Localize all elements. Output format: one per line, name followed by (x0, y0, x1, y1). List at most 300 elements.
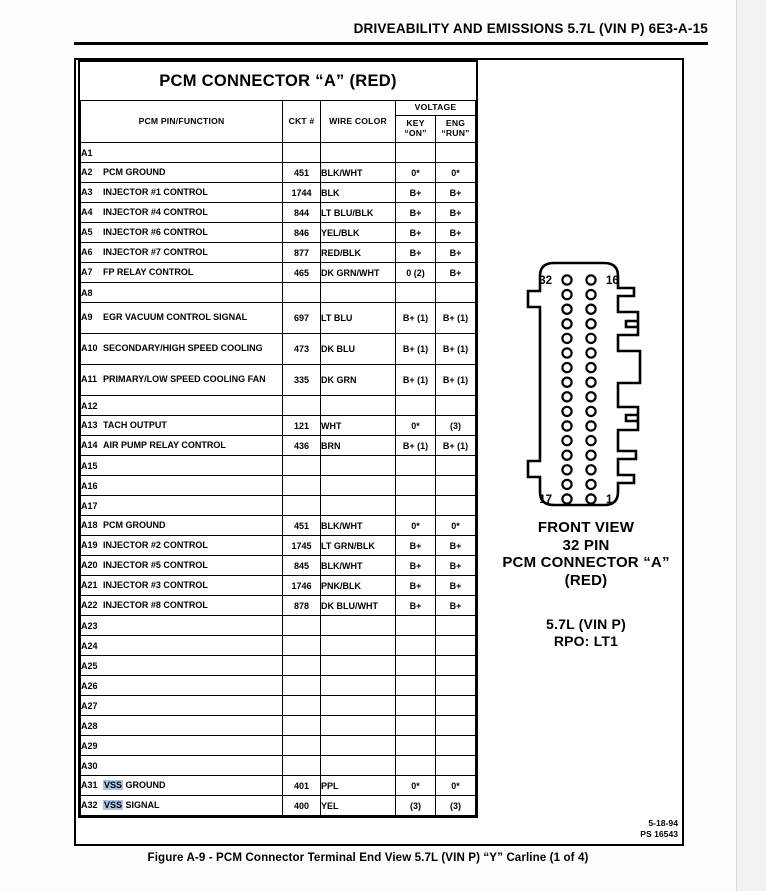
table-row (81, 796, 476, 816)
table-row (81, 696, 476, 716)
cell-circuit-number: 846 (283, 223, 321, 243)
cell-voltage-eng-run (436, 756, 476, 776)
cell-voltage-key-on: (3) (396, 796, 436, 816)
pin-number: A12 (81, 400, 98, 411)
pin-number: A16 (81, 480, 98, 491)
cell-circuit-number: 436 (283, 436, 321, 456)
cell-voltage-eng-run (436, 143, 476, 163)
cell-voltage-key-on: B+ (396, 556, 436, 576)
cell-wire-color: PPL (321, 776, 396, 796)
cell-pin-function (81, 716, 283, 736)
cell-wire-color: DK GRN (321, 365, 396, 396)
connector-pin-hole (562, 392, 571, 401)
cell-voltage-eng-run: B+ (436, 223, 476, 243)
cell-voltage-eng-run: B+ (1) (436, 365, 476, 396)
cell-voltage-eng-run: B+ (436, 596, 476, 616)
table-row (81, 303, 476, 334)
cell-voltage-key-on: B+ (396, 596, 436, 616)
pin-function-text: PCM GROUND (103, 166, 166, 177)
pin-number: A23 (81, 620, 98, 631)
cell-circuit-number (283, 396, 321, 416)
cell-wire-color: DK GRN/WHT (321, 263, 396, 283)
cell-circuit-number: 401 (283, 776, 321, 796)
cell-pin-function (81, 263, 283, 283)
pin-number: A6 (81, 246, 93, 257)
cell-circuit-number (283, 676, 321, 696)
pin-number: A29 (81, 740, 98, 751)
cell-voltage-key-on (396, 476, 436, 496)
pin-number: A22 (81, 599, 98, 610)
table-title-row (81, 62, 476, 101)
connector-pin-hole (586, 436, 595, 445)
cell-circuit-number: 697 (283, 303, 321, 334)
cell-voltage-eng-run (436, 396, 476, 416)
stamp-date: 5-18-94 (648, 818, 678, 828)
cell-circuit-number: 877 (283, 243, 321, 263)
cell-voltage-key-on: B+ (1) (396, 436, 436, 456)
figure-caption: Figure A-9 - PCM Connector Terminal End View 5.7L (VIN P) “Y” Carline (1 of 4) (147, 851, 589, 864)
pin-number: A30 (81, 760, 98, 771)
cell-wire-color (321, 616, 396, 636)
cell-wire-color: DK BLU (321, 334, 396, 365)
connector-pin-hole (586, 319, 595, 328)
cell-voltage-eng-run: B+ (436, 576, 476, 596)
pin-label-1: 1 (606, 494, 613, 506)
cell-voltage-key-on (396, 636, 436, 656)
connector-pin-hole (586, 290, 595, 299)
connector-pin-hole (562, 290, 571, 299)
table-row (81, 143, 476, 163)
cell-voltage-eng-run: B+ (436, 243, 476, 263)
table-row (81, 223, 476, 243)
connector-pin-hole (586, 407, 595, 416)
table-row (81, 396, 476, 416)
pin-function-text: AIR PUMP RELAY CONTROL (103, 439, 226, 450)
pin-number: A1 (81, 147, 93, 158)
cell-wire-color: LT BLU/BLK (321, 203, 396, 223)
cell-voltage-eng-run (436, 656, 476, 676)
pin-function-text: TACH OUTPUT (103, 419, 167, 430)
connector-pin-hole (586, 480, 595, 489)
pin-function-text: INJECTOR #3 CONTROL (103, 579, 208, 590)
connector-pin-hole (586, 363, 595, 372)
highlighted-term: VSS (104, 779, 123, 790)
connector-pin-hole (562, 421, 571, 430)
connector-pin-hole (586, 392, 595, 401)
table-row (81, 536, 476, 556)
connector-diagram-area (488, 255, 684, 651)
connector-caption (488, 519, 684, 590)
cell-wire-color: YEL/BLK (321, 223, 396, 243)
cell-wire-color (321, 636, 396, 656)
cell-wire-color (321, 456, 396, 476)
cell-circuit-number: 465 (283, 263, 321, 283)
highlighted-term: VSS (104, 799, 123, 810)
connector-pin-hole (562, 275, 571, 284)
table-row (81, 656, 476, 676)
cell-voltage-eng-run: B+ (436, 183, 476, 203)
table-row (81, 596, 476, 616)
cell-circuit-number: 845 (283, 556, 321, 576)
cell-wire-color: YEL (321, 796, 396, 816)
table-row (81, 716, 476, 736)
pin-function-text: PCM GROUND (103, 519, 166, 530)
cell-circuit-number (283, 636, 321, 656)
cell-voltage-key-on: 0* (396, 163, 436, 183)
cell-wire-color: BLK (321, 183, 396, 203)
cell-wire-color: RED/BLK (321, 243, 396, 263)
engine-displacement: 5.7L (VIN P) (546, 615, 626, 632)
pin-function-text: INJECTOR #5 CONTROL (103, 559, 208, 570)
cell-voltage-eng-run (436, 696, 476, 716)
cell-voltage-eng-run: (3) (436, 416, 476, 436)
cell-voltage-eng-run (436, 716, 476, 736)
col-header-key-on-line2: “ON” (404, 128, 427, 138)
pin-function-text: INJECTOR #7 CONTROL (103, 246, 208, 257)
cell-voltage-key-on (396, 496, 436, 516)
cell-circuit-number (283, 143, 321, 163)
cell-pin-function (81, 476, 283, 496)
pcm-connector-a-table (80, 62, 476, 816)
cell-voltage-eng-run: 0* (436, 163, 476, 183)
table-row (81, 183, 476, 203)
scan-gutter (736, 0, 766, 891)
cell-voltage-eng-run: B+ (436, 536, 476, 556)
cell-circuit-number (283, 696, 321, 716)
cell-pin-function (81, 616, 283, 636)
connector-pin-hole (586, 334, 595, 343)
cell-wire-color (321, 283, 396, 303)
cell-voltage-key-on (396, 616, 436, 636)
connector-pin-hole (562, 436, 571, 445)
table-row (81, 616, 476, 636)
col-header-ckt: CKT # (283, 101, 321, 143)
cell-wire-color (321, 716, 396, 736)
cell-pin-function (81, 536, 283, 556)
connector-pin-hole (562, 407, 571, 416)
cell-wire-color: BLK/WHT (321, 163, 396, 183)
cell-pin-function (81, 203, 283, 223)
pin-number: A5 (81, 226, 93, 237)
table-row (81, 516, 476, 536)
cell-voltage-eng-run: B+ (1) (436, 436, 476, 456)
pin-number: A17 (81, 500, 98, 511)
cell-circuit-number: 1745 (283, 536, 321, 556)
table-row (81, 576, 476, 596)
cell-voltage-key-on: B+ (396, 576, 436, 596)
cell-pin-function (81, 243, 283, 263)
cell-circuit-number (283, 736, 321, 756)
connector-pin-hole (562, 451, 571, 460)
cell-pin-function (81, 756, 283, 776)
cell-circuit-number: 451 (283, 163, 321, 183)
cell-voltage-eng-run (436, 496, 476, 516)
cell-pin-function (81, 776, 283, 796)
cell-pin-function (81, 656, 283, 676)
cell-pin-function (81, 283, 283, 303)
cell-pin-function (81, 576, 283, 596)
pin-number: A24 (81, 640, 98, 651)
col-header-key-on (396, 116, 436, 143)
pin-function-text: EGR VACUUM CONTROL SIGNAL (103, 312, 248, 323)
cell-pin-function (81, 143, 283, 163)
connector-pin-hole (562, 378, 571, 387)
cell-wire-color: PNK/BLK (321, 576, 396, 596)
pin-number: A2 (81, 166, 93, 177)
connector-pin-hole (586, 421, 595, 430)
cell-voltage-key-on: B+ (1) (396, 334, 436, 365)
cell-pin-function (81, 416, 283, 436)
pin-number: A28 (81, 720, 98, 731)
col-header-wire-color: WIRE COLOR (321, 101, 396, 143)
cell-voltage-key-on: B+ (396, 536, 436, 556)
connector-pin-hole (586, 494, 595, 503)
table-row (81, 203, 476, 223)
cell-circuit-number (283, 283, 321, 303)
cell-circuit-number (283, 456, 321, 476)
cell-wire-color (321, 756, 396, 776)
cell-pin-function (81, 796, 283, 816)
cell-voltage-key-on: B+ (396, 243, 436, 263)
col-header-eng-run (436, 116, 476, 143)
cell-voltage-key-on (396, 456, 436, 476)
stamp-part-number: PS 16543 (640, 829, 678, 840)
connector-pin-hole (562, 334, 571, 343)
pin-number: A8 (81, 287, 93, 298)
col-header-eng-run-line2: “RUN” (441, 128, 470, 138)
pin-number: A14 (81, 439, 98, 450)
cell-voltage-eng-run: B+ (1) (436, 334, 476, 365)
pin-number: A25 (81, 660, 98, 671)
connector-pin-hole (562, 465, 571, 474)
pin-function-text: PRIMARY/LOW SPEED COOLING FAN (103, 374, 266, 385)
pin-number: A11 (81, 374, 98, 385)
pin-number: A13 (81, 419, 98, 430)
cell-voltage-eng-run (436, 736, 476, 756)
pin-label-16: 16 (606, 275, 619, 287)
table-row (81, 334, 476, 365)
cell-voltage-eng-run (436, 283, 476, 303)
cell-circuit-number (283, 656, 321, 676)
cell-pin-function (81, 676, 283, 696)
connector-shape-svg (488, 255, 684, 513)
cell-voltage-key-on: B+ (396, 223, 436, 243)
cell-wire-color (321, 396, 396, 416)
cell-pin-function (81, 596, 283, 616)
cell-circuit-number (283, 496, 321, 516)
table-title: PCM CONNECTOR “A” (RED) (81, 62, 476, 101)
cell-voltage-key-on (396, 283, 436, 303)
pin-number: A10 (81, 343, 98, 354)
cell-voltage-eng-run: 0* (436, 776, 476, 796)
cell-voltage-eng-run (436, 636, 476, 656)
cell-pin-function (81, 163, 283, 183)
table-row (81, 416, 476, 436)
cell-wire-color: WHT (321, 416, 396, 436)
table-row (81, 163, 476, 183)
cell-pin-function (81, 696, 283, 716)
cell-pin-function (81, 516, 283, 536)
cell-voltage-eng-run: B+ (436, 263, 476, 283)
table-row (81, 756, 476, 776)
table-row (81, 365, 476, 396)
table-row (81, 456, 476, 476)
cell-wire-color (321, 496, 396, 516)
pin-number: A15 (81, 460, 98, 471)
cell-voltage-key-on (396, 396, 436, 416)
pin-function-text: VSS SIGNAL (104, 799, 160, 810)
pin-number: A31 (81, 779, 98, 790)
cell-voltage-key-on: B+ (1) (396, 303, 436, 334)
cell-voltage-key-on: B+ (1) (396, 365, 436, 396)
pin-function-text: INJECTOR #8 CONTROL (103, 599, 208, 610)
cell-voltage-eng-run (436, 476, 476, 496)
cell-voltage-eng-run: 0* (436, 516, 476, 536)
cell-pin-function (81, 556, 283, 576)
connector-pin-hole (586, 378, 595, 387)
connector-pin-hole (586, 465, 595, 474)
cell-wire-color: LT BLU (321, 303, 396, 334)
pcm-connector-a-table-container (78, 60, 478, 818)
cell-circuit-number (283, 756, 321, 776)
engine-rpo: RPO: LT1 (553, 633, 619, 650)
pin-number: A21 (81, 579, 98, 590)
cell-pin-function (81, 303, 283, 334)
connector-pin-hole (586, 348, 595, 357)
cell-voltage-key-on: 0 (2) (396, 263, 436, 283)
pin-number: A18 (81, 519, 98, 530)
cell-pin-function (81, 736, 283, 756)
table-row (81, 556, 476, 576)
col-header-key-on-line1: KEY (406, 118, 425, 129)
cell-circuit-number: 844 (283, 203, 321, 223)
cell-wire-color: BRN (321, 436, 396, 456)
table-row (81, 436, 476, 456)
cell-voltage-eng-run: (3) (436, 796, 476, 816)
cell-circuit-number: 400 (283, 796, 321, 816)
page-running-head (0, 20, 736, 38)
cell-pin-function (81, 456, 283, 476)
cell-wire-color (321, 676, 396, 696)
cell-circuit-number (283, 476, 321, 496)
connector-pin-hole (562, 348, 571, 357)
table-row (81, 776, 476, 796)
pin-number: A32 (81, 799, 98, 810)
table-row (81, 496, 476, 516)
table-row (81, 263, 476, 283)
cell-pin-function (81, 365, 283, 396)
document-stamp (560, 818, 678, 840)
connector-pin-hole (586, 451, 595, 460)
cell-voltage-key-on: 0* (396, 416, 436, 436)
cell-wire-color: BLK/WHT (321, 516, 396, 536)
pin-function-text: INJECTOR #2 CONTROL (103, 539, 208, 550)
caption-connector-color: (RED) (564, 572, 608, 590)
table-row (81, 676, 476, 696)
pin-label-17: 17 (539, 494, 552, 506)
cell-voltage-key-on (396, 143, 436, 163)
pin-number: A3 (81, 186, 93, 197)
cell-pin-function (81, 223, 283, 243)
cell-voltage-eng-run (436, 456, 476, 476)
pin-label-32: 32 (539, 275, 552, 287)
caption-front-view: FRONT VIEW (537, 519, 635, 536)
cell-voltage-key-on: 0* (396, 516, 436, 536)
cell-pin-function (81, 334, 283, 365)
connector-pin-hole (562, 480, 571, 489)
col-header-eng-run-line1: ENG (445, 118, 466, 129)
cell-pin-function (81, 396, 283, 416)
cell-circuit-number: 451 (283, 516, 321, 536)
cell-voltage-eng-run: B+ (1) (436, 303, 476, 334)
col-header-voltage: VOLTAGE (396, 101, 476, 116)
cell-voltage-key-on (396, 736, 436, 756)
pin-function-text: VSS GROUND (104, 779, 166, 790)
cell-circuit-number: 1746 (283, 576, 321, 596)
cell-circuit-number: 121 (283, 416, 321, 436)
pin-function-text: INJECTOR #4 CONTROL (103, 206, 208, 217)
table-row (81, 476, 476, 496)
cell-wire-color: DK BLU/WHT (321, 596, 396, 616)
table-row (81, 243, 476, 263)
cell-pin-function (81, 496, 283, 516)
connector-pin-hole (562, 319, 571, 328)
pin-number: A27 (81, 700, 98, 711)
connector-pin-hole (586, 275, 595, 284)
pin-function-text: FP RELAY CONTROL (103, 266, 194, 277)
running-head-text: DRIVEABILITY AND EMISSIONS 5.7L (VIN P) 6E3-A-15 (353, 21, 708, 36)
cell-voltage-eng-run: B+ (436, 556, 476, 576)
table-row (81, 736, 476, 756)
connector-pin-hole (586, 305, 595, 314)
cell-pin-function (81, 436, 283, 456)
pin-number: A26 (81, 680, 98, 691)
pin-function-text: INJECTOR #6 CONTROL (103, 226, 208, 237)
cell-circuit-number: 473 (283, 334, 321, 365)
cell-voltage-key-on (396, 676, 436, 696)
cell-wire-color (321, 696, 396, 716)
pin-function-text: INJECTOR #1 CONTROL (103, 186, 208, 197)
cell-wire-color: LT GRN/BLK (321, 536, 396, 556)
cell-voltage-key-on: B+ (396, 183, 436, 203)
connector-pin-hole (562, 363, 571, 372)
cell-wire-color (321, 476, 396, 496)
table-row (81, 283, 476, 303)
pin-function-text: SECONDARY/HIGH SPEED COOLING (103, 343, 263, 354)
cell-wire-color (321, 736, 396, 756)
pin-number: A20 (81, 559, 98, 570)
table-row (81, 636, 476, 656)
pin-number: A7 (81, 266, 93, 277)
caption-connector-name: PCM CONNECTOR “A” (502, 554, 670, 572)
pin-number: A9 (81, 312, 93, 323)
col-header-function: PCM PIN/FUNCTION (81, 101, 283, 143)
cell-pin-function (81, 183, 283, 203)
cell-voltage-key-on (396, 696, 436, 716)
connector-terminal-end-view (488, 255, 684, 513)
cell-wire-color (321, 656, 396, 676)
cell-voltage-key-on (396, 656, 436, 676)
cell-voltage-key-on (396, 716, 436, 736)
cell-wire-color: BLK/WHT (321, 556, 396, 576)
cell-circuit-number: 335 (283, 365, 321, 396)
cell-circuit-number: 878 (283, 596, 321, 616)
cell-circuit-number (283, 616, 321, 636)
cell-voltage-eng-run (436, 676, 476, 696)
caption-pin-count: 32 PIN (562, 536, 610, 554)
cell-pin-function (81, 636, 283, 656)
header-rule (74, 42, 708, 45)
